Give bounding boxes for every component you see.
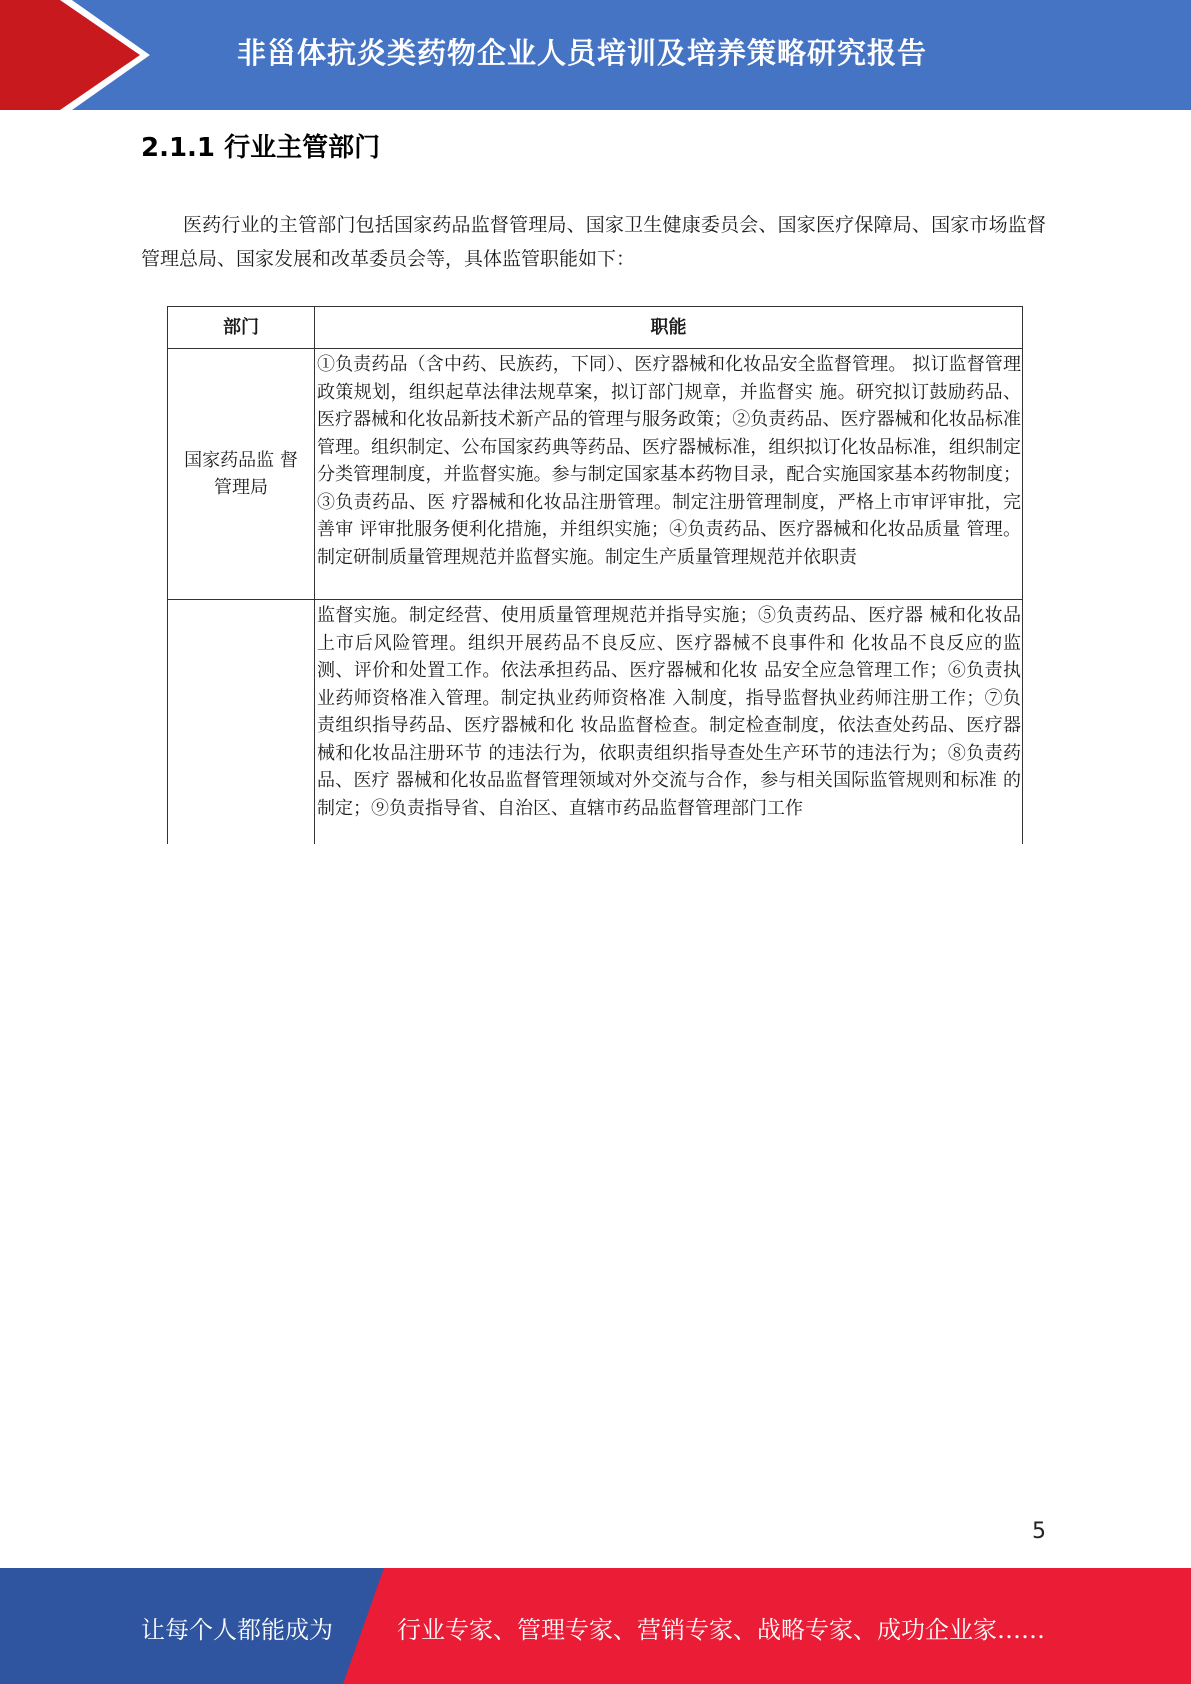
duty-cell: 监督实施。制定经营、使用质量管理规范并指导实施；⑤负责药品、医疗器 械和化妆品上市后风险管理。组织开展药品不良反应、医疗器械不良事件和 化妆品不良反应的监测、评价和处置工作。依法承担药品、医疗器械和化妆 品安全应急管理工作；⑥负责执业药师资格准入管理。制定执业药师资格准 入制度，指导监督执业药师注册工作；⑦负责组织指导药品、医疗器械和化 妆品监督检查。制定检查制度，依法查处药品、医疗器械和化妆品注册环节 的违法行为，依职责组织指导查处生产环节的违法行为；⑧负责药品、医疗 器械和化妆品监督管理领域对外交流与合作，参与相关国际监管规则和标准 的制定；⑨负责指导省、自治区、直辖市药品监督管理部门工作 bbox=[315, 600, 1023, 845]
section-heading: 2.1.1 行业主管部门 bbox=[141, 133, 381, 163]
header-duty: 职能 bbox=[315, 307, 1023, 349]
footer-slogan-left: 让每个人都能成为 bbox=[141, 1616, 333, 1644]
header-dept: 部门 bbox=[168, 307, 315, 349]
header-red-chevron bbox=[0, 0, 150, 110]
page-number: 5 bbox=[1032, 1519, 1046, 1544]
page-header bbox=[0, 0, 1191, 110]
intro-paragraph: 医药行业的主管部门包括国家药品监督管理局、国家卫生健康委员会、国家医疗保障局、国家市场监督管理总局、国家发展和改革委员会等，具体监管职能如下： bbox=[141, 214, 1046, 270]
dept-cell: 国家药品监 督管理局 bbox=[168, 349, 315, 600]
table-row bbox=[168, 600, 1023, 845]
dept-cell bbox=[168, 600, 315, 845]
footer-slogan-right: 行业专家、管理专家、营销专家、战略专家、成功企业家…… bbox=[397, 1616, 1045, 1644]
table-header-row bbox=[168, 307, 1023, 349]
report-title: 非甾体抗炎类药物企业人员培训及培养策略研究报告 bbox=[237, 36, 928, 70]
table-row bbox=[168, 349, 1023, 600]
regulator-table bbox=[167, 306, 1023, 844]
duty-cell: ①负责药品（含中药、民族药，下同）、医疗器械和化妆品安全监督管理。 拟订监督管理政策规划，组织起草法律法规草案，拟订部门规章，并监督实 施。研究拟订鼓励药品、医疗器械和化妆品新技术新产品的管理与服务政策；②负责药品、医疗器械和化妆品标准管理。组织制定、公布国家药典等药品、医疗器械标准，组织拟订化妆品标准，组织制定分类管理制度，并监督实施。参与制定国家基本药物目录，配合实施国家基本药物制度；③负责药品、医 疗器械和化妆品注册管理。制定注册管理制度，严格上市审评审批，完善审 评审批服务便利化措施，并组织实施；④负责药品、医疗器械和化妆品质量 管理。制定研制质量管理规范并监督实施。制定生产质量管理规范并依职责 bbox=[315, 349, 1023, 600]
